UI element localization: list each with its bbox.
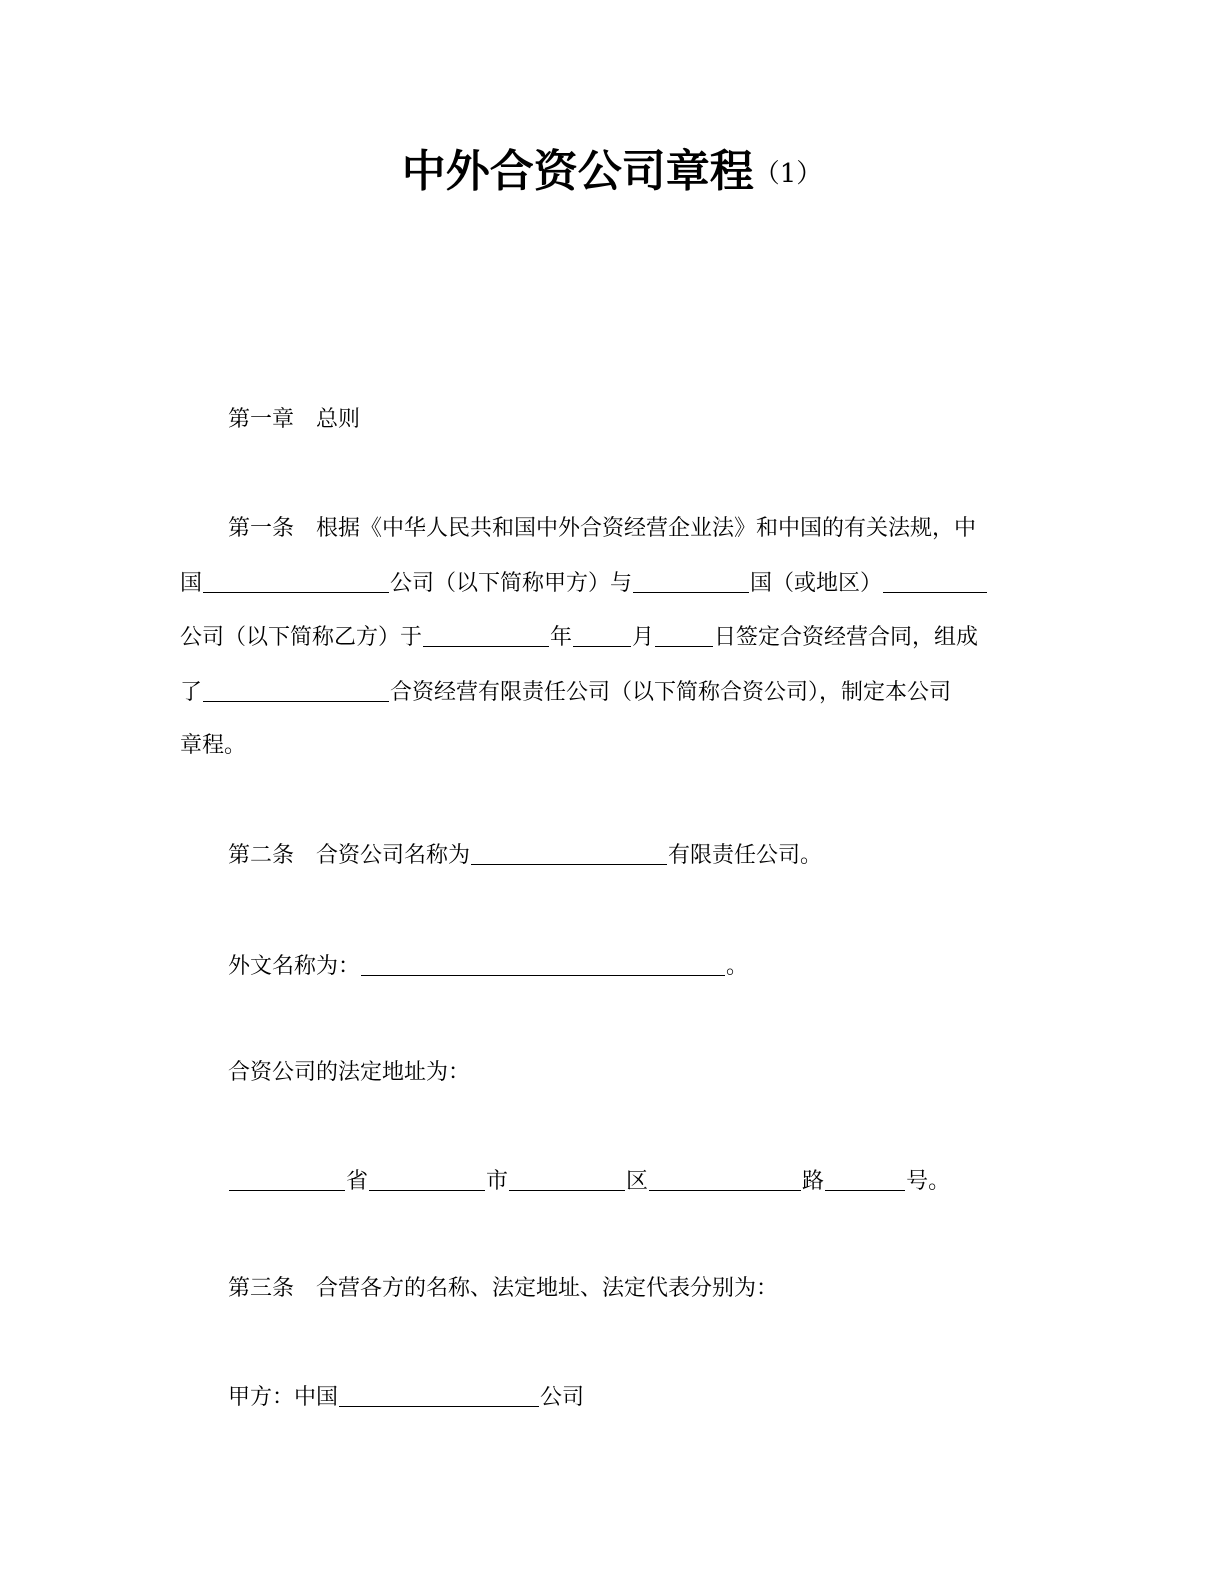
article-3-label: 第三条	[228, 1276, 295, 1301]
article-1-line-2: 国 公司（以下简称甲方）与 国（或地区）	[180, 566, 988, 601]
article-1-line-1	[228, 512, 976, 546]
article-1-line-3: 公司（以下简称乙方）于 年 月 日签定合资经营合同，组成	[180, 620, 978, 655]
blank-field[interactable]	[509, 1164, 625, 1191]
title-suffix: （1）	[753, 159, 823, 189]
blank-field[interactable]	[649, 1164, 801, 1191]
blank-field[interactable]	[229, 1164, 345, 1191]
article-2-line: 第二条 合资公司名称为 有限责任公司。	[228, 838, 822, 873]
article-2-label: 第二条	[228, 843, 295, 868]
blank-field[interactable]	[339, 1380, 539, 1407]
chapter-name: 总则	[316, 407, 361, 432]
blank-field[interactable]	[655, 620, 713, 647]
article-1-line-4: 了 合资经营有限责任公司（以下简称合资公司），制定本公司	[180, 675, 951, 710]
blank-field[interactable]	[423, 620, 549, 647]
title-text: 中外合资公司章程	[401, 146, 754, 197]
blank-field[interactable]	[825, 1164, 905, 1191]
address-blanks-line: 省 市 区 路 号。	[228, 1164, 950, 1199]
article-1-text: 根据《中华人民共和国中外合资经营企业法》和中国的有关法规，中	[316, 516, 977, 541]
foreign-name-line: 外文名称为： 。	[228, 949, 748, 984]
article-1-label: 第一条	[228, 516, 295, 541]
chapter-number: 第一章	[228, 407, 295, 432]
blank-field[interactable]	[203, 566, 389, 593]
blank-field[interactable]	[361, 949, 725, 976]
blank-field[interactable]	[633, 566, 749, 593]
blank-field[interactable]	[883, 566, 987, 593]
document-title	[0, 140, 1224, 206]
article-3-line: 第三条 合营各方的名称、法定地址、法定代表分别为：	[228, 1276, 779, 1301]
blank-field[interactable]	[573, 620, 631, 647]
blank-field[interactable]	[369, 1164, 485, 1191]
blank-field[interactable]	[203, 675, 389, 702]
blank-field[interactable]	[471, 838, 667, 865]
legal-address-label: 合资公司的法定地址为：	[228, 1060, 471, 1085]
article-1-line-5: 章程。	[180, 733, 247, 758]
party-a-line: 甲方：中国 公司	[228, 1380, 584, 1415]
chapter-heading	[228, 403, 360, 437]
